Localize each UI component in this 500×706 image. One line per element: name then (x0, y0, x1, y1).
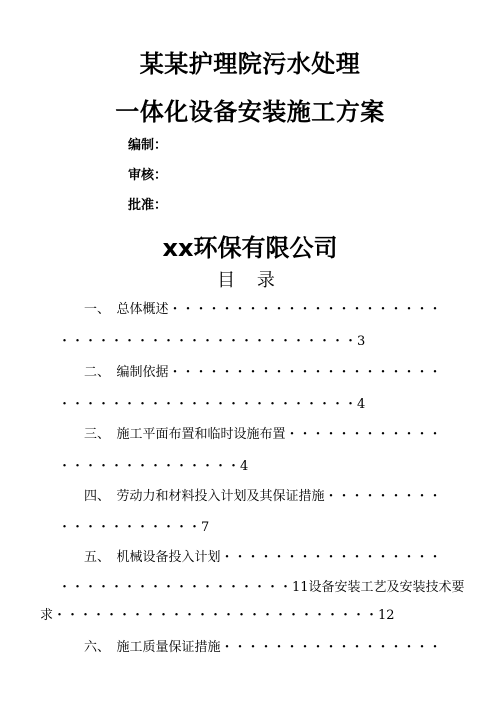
toc-line-1: 一、 总体概述・・・・・・・・・・・・・・・・・・・・・ (84, 302, 442, 317)
reviewer-label: 审核： (128, 168, 168, 183)
toc-line-2: ・・・・・・・・・・・・・・・・・・・・・・・3 (58, 334, 366, 349)
toc-line-9: 五、 机械设备投入计划・・・・・・・・・・・・・・・・・ (84, 550, 442, 565)
toc-heading: 目 录 (217, 270, 283, 291)
toc-line-3: 二、 编制依据・・・・・・・・・・・・・・・・・・・・・ (84, 365, 442, 380)
toc-line-10: ・・・・・・・・・・・・・・・・・・11设备安装工艺及安装技术要 (58, 580, 465, 595)
toc-line-4: ・・・・・・・・・・・・・・・・・・・・・・・4 (58, 397, 366, 412)
title-line-2: 一体化设备安装施工方案 (115, 98, 385, 126)
toc-line-8: ・・・・・・・・・・・7 (58, 520, 210, 535)
approver-label: 批准： (128, 198, 168, 213)
editor-label: 编制： (128, 138, 168, 153)
toc-line-12: 六、 施工质量保证措施・・・・・・・・・・・・・・・・・ (84, 640, 442, 655)
toc-line-11: 求・・・・・・・・・・・・・・・・・・・・・・・・・12 (40, 608, 395, 623)
title-line-1: 某某护理院污水处理 (139, 50, 361, 78)
toc-line-6: ・・・・・・・・・・・・・・4 (58, 459, 249, 474)
company-name: xx环保有限公司 (162, 234, 338, 262)
toc-line-7: 四、 劳动力和材料投入计划及其保证措施・・・・・・・・・ (84, 489, 442, 504)
toc-line-5: 三、 施工平面布置和临时设施布置・・・・・・・・・・・・ (84, 427, 442, 442)
